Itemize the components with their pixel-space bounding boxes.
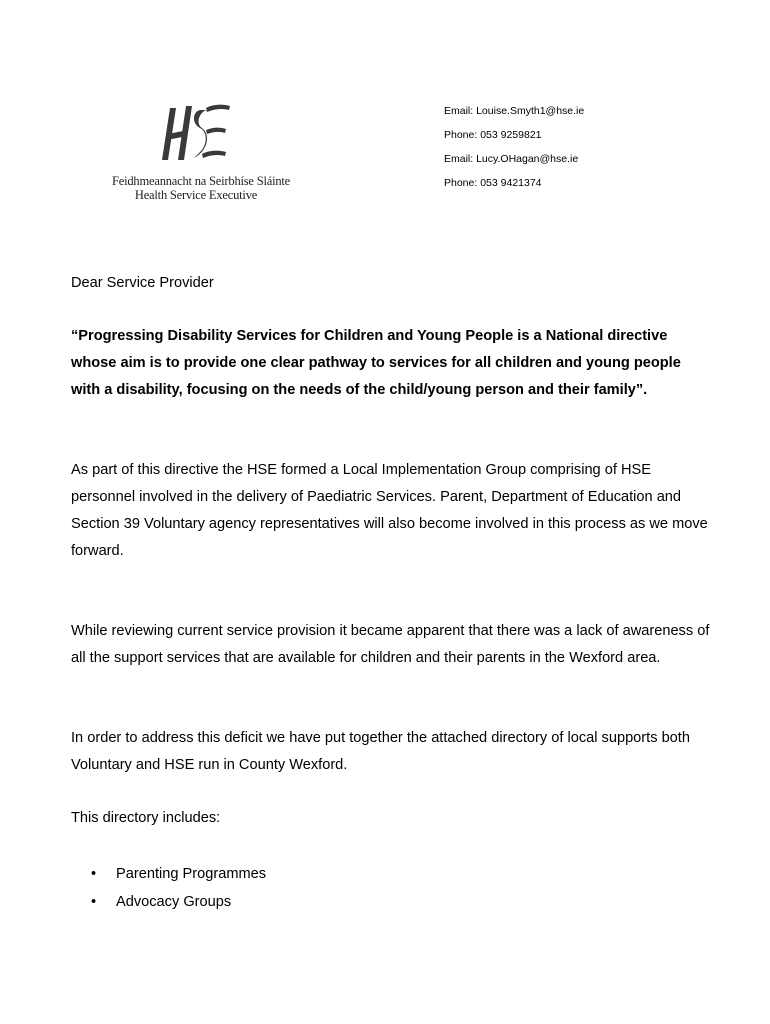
list-item xyxy=(71,860,266,888)
paragraph-directive: As part of this directive the HSE formed a Local Implementation Group comprising of HSE personnel involved in the delivery of Paediatric Services. Parent, Department of Education and Section 39 Voluntary agency representatives will also become involved in this process as we move forward. xyxy=(71,462,708,559)
list-item xyxy=(71,888,266,916)
list-item-label: Advocacy Groups xyxy=(116,894,232,910)
bullet-icon: • xyxy=(91,894,97,910)
contact-email-1: Email: Louise.Smyth1@hse.ie xyxy=(444,105,585,117)
paragraph-awareness: While reviewing current service provision it became apparent that there was a lack of awareness of all the support services that are available for children and their parents in the Wexford area. xyxy=(71,623,710,666)
bullet-icon: • xyxy=(91,866,97,882)
contact-phone-1: Phone: 053 9259821 xyxy=(444,129,542,141)
list-item-label: Parenting Programmes xyxy=(116,866,267,882)
contact-block xyxy=(444,103,584,199)
contact-phone-2: Phone: 053 9421374 xyxy=(444,177,542,189)
logo-english-name: Health Service Executive xyxy=(134,188,258,202)
hse-logo-icon xyxy=(156,98,236,168)
paragraph-directory: In order to address this deficit we have put together the attached directory of local supports both Voluntary and HSE run in County Wexford. xyxy=(71,730,690,773)
hse-logo xyxy=(112,98,291,208)
contact-email-2: Email: Lucy.OHagan@hse.ie xyxy=(444,153,579,165)
logo-irish-name: Feidhmeannacht na Seirbhíse Sláinte xyxy=(112,174,291,188)
paragraph-includes: This directory includes: xyxy=(71,810,221,826)
directory-list xyxy=(71,860,266,916)
greeting: Dear Service Provider xyxy=(71,275,214,291)
directive-quote: “Progressing Disability Services for Children and Young People is a National directive whose aim is to provide one clear pathway to services for all children and young people with a disability, focusing on the needs of the child/young person and their family”. xyxy=(71,328,681,398)
